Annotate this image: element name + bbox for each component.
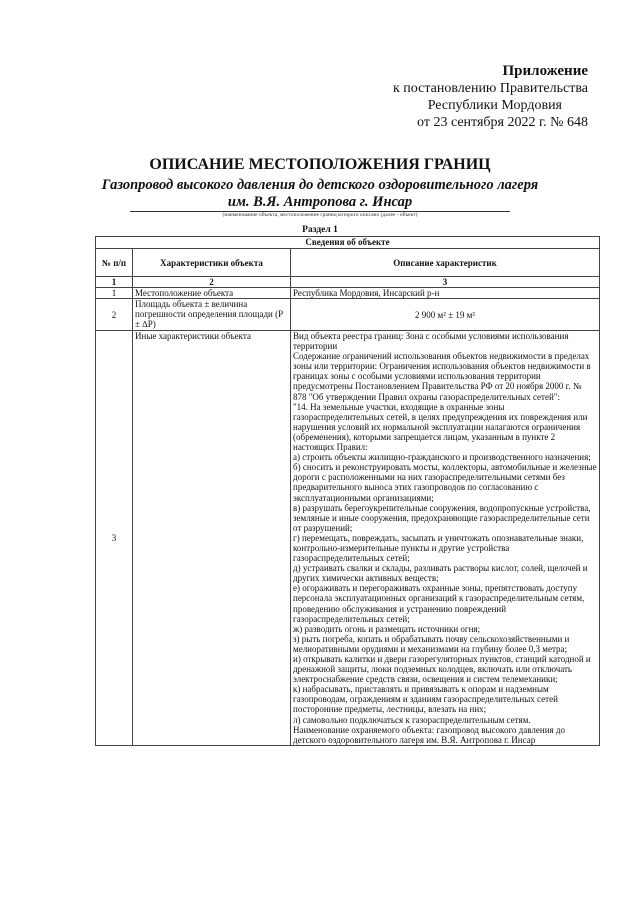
description-paragraph: б) сносить и реконструировать мосты, коллекторы, автомобильные и железные дороги с расположенными на них газораспределительными сетями без предварительного выноса этих газопроводов по согласованию с эксплуатационными организациями; bbox=[293, 462, 597, 503]
description-paragraph: Вид объекта реестра границ: Зона с особыми условиями использования территории bbox=[293, 331, 569, 352]
description-paragraph: Наименование охраняемого объекта: газопровод высокого давления до детского оздоровительного лагеря им. В.Я. Антропова г. Инсар bbox=[293, 724, 565, 745]
title-caption: (наименование объекта, местоположение границ которого описано (далее - объект) bbox=[222, 212, 418, 218]
row-number: 3 bbox=[96, 331, 133, 746]
col-index-2: 2 bbox=[133, 277, 291, 288]
description-paragraph: ж) разводить огонь и размещать источники огня; bbox=[293, 623, 481, 634]
row-number: 1 bbox=[96, 288, 133, 299]
description-paragraph: Содержание ограничений использования объектов недвижимости в пределах зоны или территории: Ограничения использования объектов недвижимости в границах зоны с особыми условиями использования территории предусмотрены Постановлением Правительства РФ от 20 ноября 2000 г. № 878 "Об утверждении Правил охраны газораспределительных сетей": bbox=[293, 351, 591, 402]
row-characteristic: Иные характеристики объекта bbox=[133, 331, 291, 746]
table-group-header: Сведения об объекте bbox=[96, 237, 600, 249]
appendix-line-2: Республики Мордовия bbox=[427, 98, 562, 113]
row-characteristic: Площадь объекта ± величина погрешности определения площади (P ± ∆P) bbox=[133, 299, 291, 331]
row-characteristic: Местоположение объекта bbox=[133, 288, 291, 299]
table-row bbox=[96, 331, 600, 746]
description-paragraph: л) самовольно подключаться к газораспределительным сетям. bbox=[293, 714, 531, 725]
table-row bbox=[96, 299, 600, 331]
appendix-title: Приложение bbox=[502, 63, 588, 79]
row-description bbox=[291, 331, 600, 746]
appendix-block bbox=[328, 62, 588, 131]
row-description: 2 900 м² ± 19 м² bbox=[291, 299, 600, 331]
appendix-line-3: от 23 сентября 2022 г. № 648 bbox=[417, 115, 588, 130]
document-title: ОПИСАНИЕ МЕСТОПОЛОЖЕНИЯ ГРАНИЦ bbox=[149, 156, 491, 173]
col-header-description: Описание характеристик bbox=[291, 249, 600, 277]
description-paragraph: "14. На земельные участки, входящие в охранные зоны газораспределительных сетей, в целях предупреждения их повреждения или нарушения условий их нормальной эксплуатации налагаются ограничения (обременения), которыми запрещается лицам, указанным в пункте 2 настоящих Правил: bbox=[293, 401, 588, 453]
row-description: Республика Мордовия, Инсарский р-н bbox=[291, 288, 600, 299]
document-subtitle-line-1: Газопровод высокого давления до детского оздоровительного лагеря bbox=[101, 177, 539, 193]
section-title: Раздел 1 bbox=[302, 225, 338, 235]
col-header-number: № п/п bbox=[96, 249, 133, 277]
table-row bbox=[96, 288, 600, 299]
description-paragraph: г) перемещать, повреждать, засыпать и уничтожать опознавательные знаки, контрольно-измерительные пункты и другие устройства газораспределительных сетей; bbox=[293, 532, 584, 564]
object-info-table bbox=[95, 236, 600, 746]
description-paragraph: а) строить объекты жилищно-гражданского и производственного назначения; bbox=[293, 452, 591, 463]
document-subtitle bbox=[0, 177, 640, 211]
description-paragraph: и) открывать калитки и двери газорегуляторных пунктов, станций катодной и дренажной защиты, люки подземных колодцев, включать или отключать электроснабжение средств связи, освещения и систем телемеханики; bbox=[293, 654, 591, 685]
description-paragraph: з) рыть погреба, копать и обрабатывать почву сельскохозяйственными и мелиоративными орудиями и механизмами на глубину более 0,3 метра; bbox=[293, 633, 570, 654]
description-paragraph: в) разрушать берегоукрепительные сооружения, водопропускные устройства, земляные и иные сооружения, предохраняющие газораспределительные сети от разрушений; bbox=[293, 502, 591, 533]
description-paragraph: е) огораживать и перегораживать охранные зоны, препятствовать доступу персонала эксплуатационных организаций к газораспределительным сетям, проведению обслуживания и устранению повреждений газораспределительных сетей; bbox=[293, 583, 585, 624]
col-index-1: 1 bbox=[96, 277, 133, 288]
row-number: 2 bbox=[96, 299, 133, 331]
appendix-line-1: к постановлению Правительства bbox=[392, 81, 588, 96]
description-paragraph: к) набрасывать, приставлять и привязывать к опорам и надземным газопроводам, ограждениям и зданиям газораспределительных сетей посторонние предметы, лестницы, влезать на них; bbox=[293, 684, 558, 715]
col-header-characteristics: Характеристики объекта bbox=[133, 249, 291, 277]
document-subtitle-line-2: им. В.Я. Антропова г. Инсар bbox=[227, 194, 413, 210]
description-paragraph: д) устраивать свалки и склады, разливать растворы кислот, солей, щелочей и других химически активных веществ; bbox=[293, 563, 588, 584]
col-index-3: 3 bbox=[291, 277, 600, 288]
